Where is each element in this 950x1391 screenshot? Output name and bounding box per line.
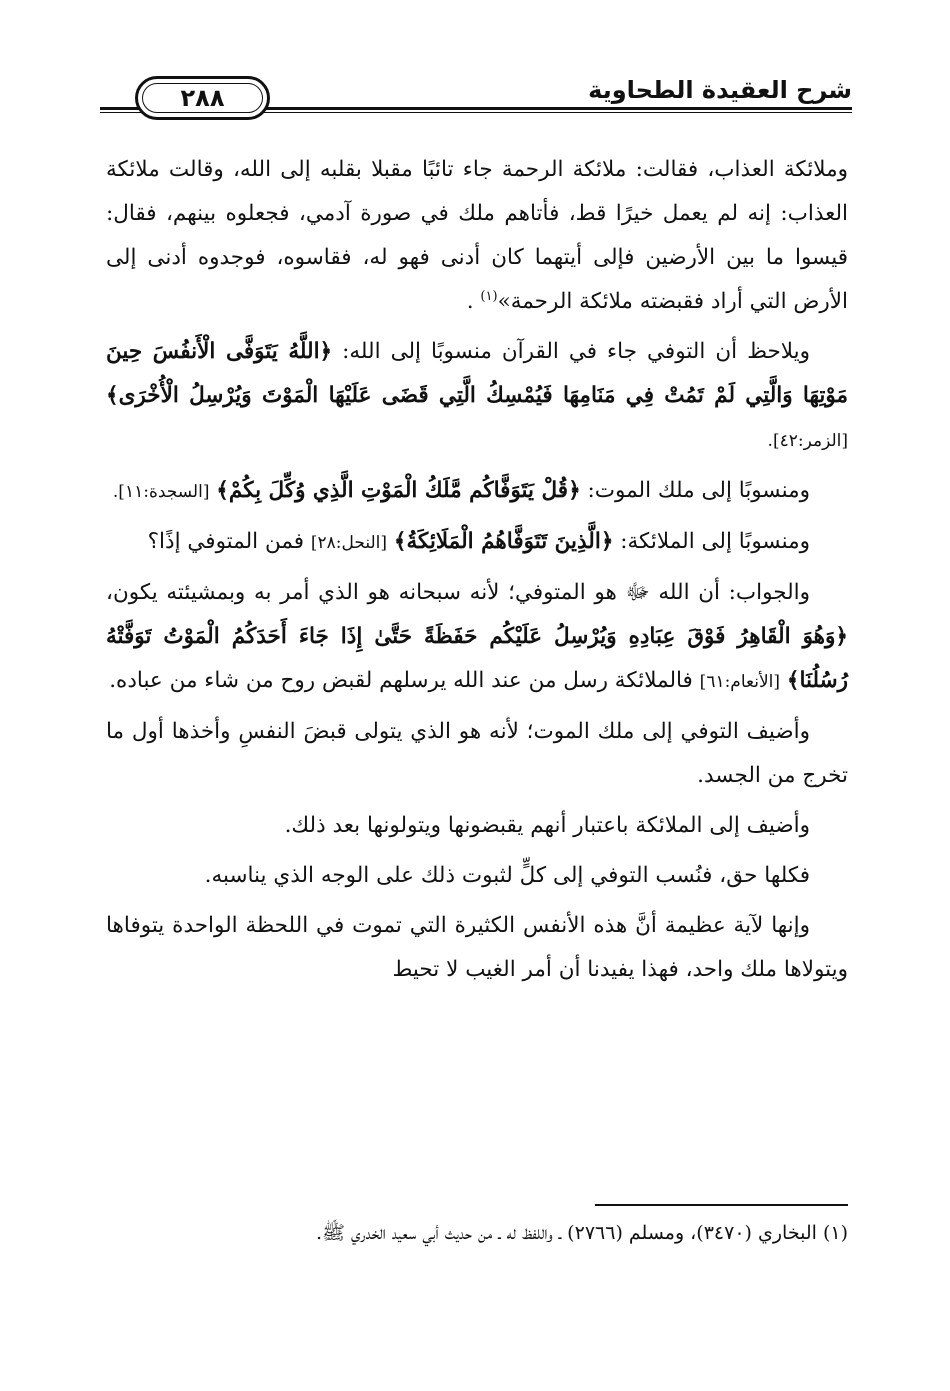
paragraph: وملائكة العذاب، فقالت: ملائكة الرحمة جاء تائبًا مقبلا بقلبه إلى الله، وقالت ملائكة العذاب: إنه لم يعمل خيرًا قط، فأتاهم ملك في صورة آدمي، فجعلوه بينهم، فقال: قيسوا ما بين الأرضين فإلى أيتهما كان أدنى فهو له، فقاسوه، فوجدوه أدنى إلى الأرض التي أراد فقبضته ملائكة الرحمة»$^{(١)}$ . (106, 157, 848, 314)
verse-reference: [الزمر:٤٢]. (767, 431, 848, 451)
page-header (100, 62, 852, 122)
paragraph: ومنسوبًا إلى الملائكة: ﴿الَّذِينَ تَتَوَفَّاهُمُ الْمَلَائِكَةُ﴾ [النحل:٢٨] فمن المتوفي إذًا؟ (147, 529, 810, 554)
verse-reference: [النحل:٢٨] (310, 533, 388, 553)
paragraph: وأضيف التوفي إلى ملك الموت؛ لأنه هو الذي يتولى قبضَ النفسِ وأخذها أول ما تخرج من الجسد. (106, 719, 848, 788)
page-number-badge-border (142, 83, 263, 113)
paragraph: والجواب: أن الله ﷻ هو المتوفي؛ لأنه سبحانه هو الذي أمر به وبمشيئته يكون، ﴿وَهُوَ الْقَاهِرُ فَوْقَ عِبَادِهِ وَيُرْسِلُ عَلَيْكُم حَفَظَةً حَتَّىٰ إِذَا جَاءَ أَحَدَكُمُ الْمَوْتُ تَوَفَّتْهُ رُسُلُنَا﴾ [الأنعام:٦١] فالملائكة رسل من عند الله يرسلهم لقبض روح من شاء من عباده. (106, 580, 848, 693)
paragraph: ويلاحظ أن التوفي جاء في القرآن منسوبًا إلى الله: ﴿اللَّهُ يَتَوَفَّى الْأَنفُسَ حِينَ مَوْتِهَا وَالَّتِي لَمْ تَمُتْ فِي مَنَامِهَا فَيُمْسِكُ الَّتِي قَضَى عَلَيْهَا الْمَوْتَ وَيُرْسِلُ الْأُخْرَى﴾ [الزمر:٤٢]. (106, 339, 848, 451)
page-number-badge (135, 76, 270, 120)
verse-reference: [السجدة:١١]. (112, 482, 210, 502)
verse-reference: [الأنعام:٦١] (699, 672, 780, 692)
body-text (106, 148, 848, 998)
footnote-divider (595, 1204, 848, 1206)
paragraph: فكلها حق، فنُسب التوفي إلى كلٍّ لثبوت ذلك على الوجه الذي يناسبه. (204, 863, 810, 888)
quran-verse: ﴿وَهُوَ الْقَاهِرُ فَوْقَ عِبَادِهِ وَيُرْسِلُ عَلَيْكُم حَفَظَةً حَتَّىٰ إِذَا جَاءَ أَحَدَكُمُ الْمَوْتُ تَوَفَّتْهُ رُسُلُنَا﴾ (106, 624, 848, 693)
quran-verse: ﴿قُلْ يَتَوَفَّاكُم مَّلَكُ الْمَوْتِ الَّذِي وُكِّلَ بِكُمْ﴾ (216, 478, 581, 503)
footnote: (١) البخاري (٣٤٧٠)، ومسلم (٢٧٦٦) ـ واللفظ له ـ من حديث أبي سعيد الخدري ﷺ. (316, 1222, 848, 1244)
paragraph: وأضيف إلى الملائكة باعتبار أنهم يقبضونها ويتولونها بعد ذلك. (284, 813, 810, 838)
footnote-marker: (١) (480, 288, 498, 304)
book-title: شرح العقيدة الطحاوية (588, 76, 852, 104)
paragraph: وإنها لآية عظيمة أنَّ هذه الأنفس الكثيرة التي تموت في اللحظة الواحدة يتوفاها ويتولاها ملك واحد، فهذا يفيدنا أن أمر الغيب لا تحيط (106, 913, 848, 982)
page-number: ٢٨٨ (180, 84, 225, 112)
quran-verse: ﴿اللَّهُ يَتَوَفَّى الْأَنفُسَ حِينَ مَوْتِهَا وَالَّتِي لَمْ تَمُتْ فِي مَنَامِهَا فَيُمْسِكُ الَّتِي قَضَى عَلَيْهَا الْمَوْتَ وَيُرْسِلُ الْأُخْرَى﴾ (106, 339, 848, 408)
paragraph: ومنسوبًا إلى ملك الموت: ﴿قُلْ يَتَوَفَّاكُم مَّلَكُ الْمَوْتِ الَّذِي وُكِّلَ بِكُمْ﴾ [السجدة:١١]. (112, 478, 810, 503)
quran-verse: ﴿الَّذِينَ تَتَوَفَّاهُمُ الْمَلَائِكَةُ﴾ (393, 529, 614, 554)
